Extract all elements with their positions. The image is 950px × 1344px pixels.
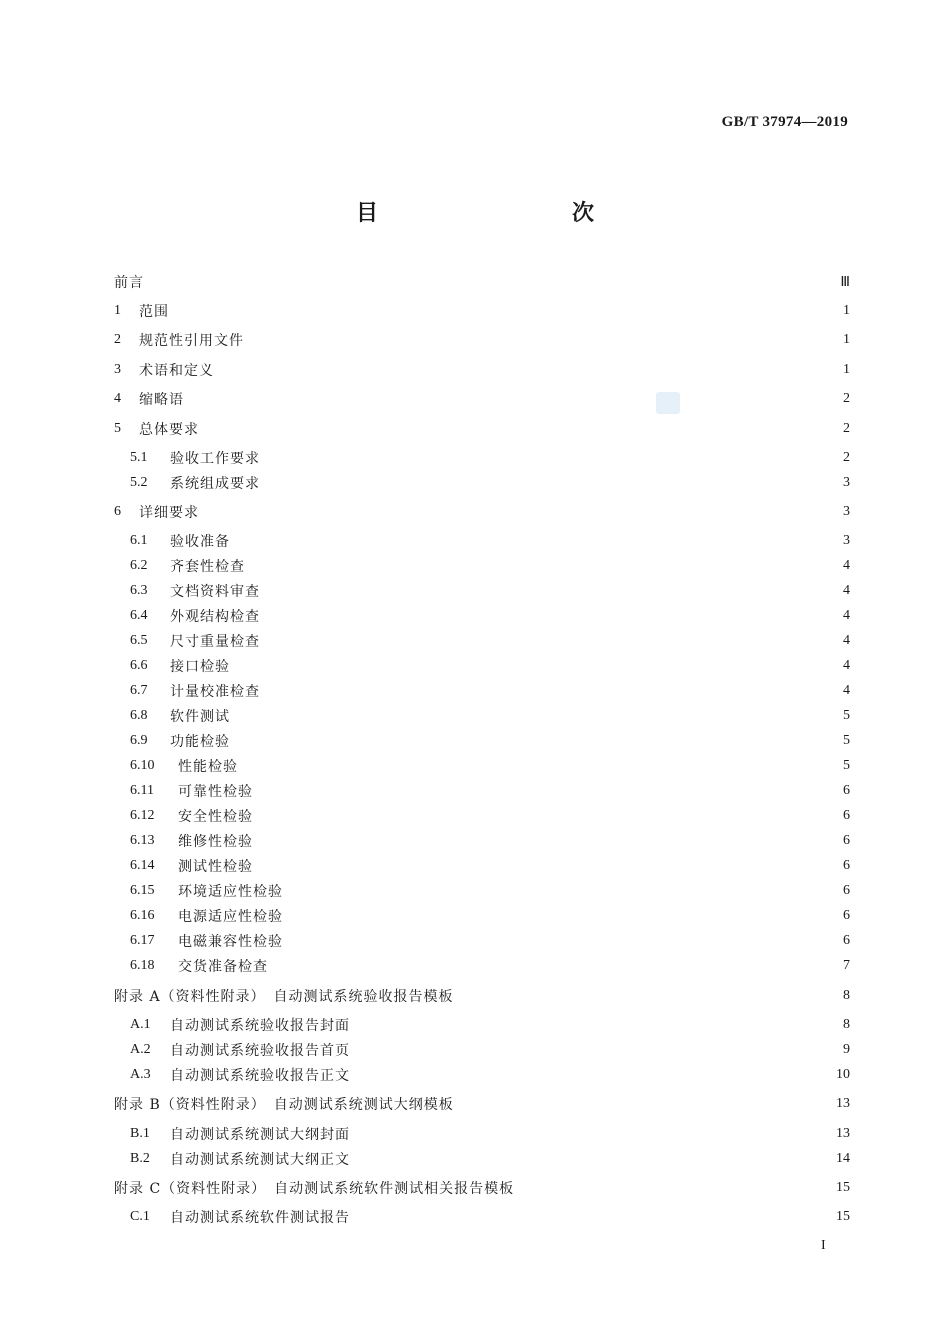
toc-entry-page: 9 (843, 1042, 850, 1057)
toc-entry-page: 4 (843, 658, 850, 673)
toc-entry[interactable] (130, 881, 850, 901)
toc-entry[interactable] (130, 731, 850, 751)
toc-entry[interactable] (130, 473, 850, 493)
toc-entry[interactable] (130, 556, 850, 576)
toc-entry-number: 3 (114, 362, 121, 377)
toc-entry-number: 6.10 (130, 758, 155, 773)
toc-entry[interactable] (130, 781, 850, 801)
toc-entry-page: 6 (843, 808, 850, 823)
dot-leader (222, 360, 830, 380)
toc-entry-page: 5 (843, 733, 850, 748)
dot-leader (192, 389, 830, 409)
dot-leader (358, 1040, 830, 1060)
toc-entry-label: 性能检验 (178, 759, 238, 775)
toc-entry[interactable] (130, 856, 850, 876)
dot-leader (276, 956, 830, 976)
toc-entry[interactable] (114, 502, 850, 522)
footer-page-number: I (821, 1238, 826, 1253)
toc-entry[interactable] (130, 1040, 850, 1060)
dot-leader (177, 301, 830, 321)
dot-leader (358, 1207, 830, 1227)
toc-entry-number: 6.16 (130, 908, 155, 923)
toc-entry-page: 3 (843, 504, 850, 519)
toc-entry[interactable] (130, 581, 850, 601)
toc-entry-label: 验收准备 (170, 534, 230, 550)
toc-entry-page: 2 (843, 450, 850, 465)
dot-leader (238, 731, 830, 751)
toc-entry[interactable] (130, 656, 850, 676)
toc-entry-label: 术语和定义 (139, 363, 214, 379)
toc-entry-label: 附录 C（资料性附录） 自动测试系统软件测试相关报告模板 (114, 1181, 515, 1197)
page-title: 目 次 (355, 201, 644, 226)
toc-entry-number: 6.18 (130, 958, 155, 973)
toc-entry-page: 3 (843, 475, 850, 490)
dot-leader (358, 1149, 830, 1169)
toc-entry-page: 3 (843, 533, 850, 548)
toc-entry-number: B.2 (130, 1151, 150, 1166)
toc-entry-page: 6 (843, 908, 850, 923)
toc-entry-label: 电磁兼容性检验 (178, 934, 283, 950)
toc-entry-label: 交货准备检查 (178, 959, 268, 975)
toc-entry-label: 电源适应性检验 (178, 909, 283, 925)
toc-entry[interactable] (130, 706, 850, 726)
toc-entry[interactable] (130, 1065, 850, 1085)
toc-entry-page: 8 (843, 988, 850, 1003)
toc-entry-page: 4 (843, 608, 850, 623)
dot-leader (268, 681, 830, 701)
toc-entry-label: 接口检验 (170, 659, 230, 675)
toc-entry-page: 1 (843, 303, 850, 318)
dot-leader (253, 556, 830, 576)
toc-entry-page: 6 (843, 883, 850, 898)
dot-leader (238, 656, 830, 676)
toc-entry-number: 6.4 (130, 608, 148, 623)
toc-entry[interactable] (130, 906, 850, 926)
toc-entry-number: B.1 (130, 1126, 150, 1141)
toc-entry-label: 总体要求 (139, 422, 199, 438)
toc-entry-label: 缩略语 (139, 392, 184, 408)
toc-entry-page: 2 (843, 421, 850, 436)
toc-entry[interactable] (130, 956, 850, 976)
toc-entry-number: 6.8 (130, 708, 148, 723)
dot-leader (207, 502, 830, 522)
dot-leader (358, 1124, 830, 1144)
toc-entry-page: 6 (843, 858, 850, 873)
toc-entry-number: 6.15 (130, 883, 155, 898)
toc-entry-label: 测试性检验 (178, 859, 253, 875)
toc-entry[interactable] (130, 831, 850, 851)
toc-entry-number: A.2 (130, 1042, 151, 1057)
dot-leader (268, 473, 830, 493)
toc-entry-page: 4 (843, 558, 850, 573)
toc-entry-label: 尺寸重量检查 (170, 634, 260, 650)
toc-entry-label: 详细要求 (139, 505, 199, 521)
dot-leader (291, 906, 830, 926)
toc-entry-page: 4 (843, 583, 850, 598)
toc-entry-label: 自动测试系统验收报告正文 (170, 1068, 350, 1084)
toc-entry-label: 环境适应性检验 (178, 884, 283, 900)
dot-leader (291, 931, 830, 951)
toc-entry-number: 6.11 (130, 783, 154, 798)
toc-entry[interactable] (130, 531, 850, 551)
toc-entry-label: 自动测试系统验收报告封面 (170, 1018, 350, 1034)
toc-entry-label: 可靠性检验 (178, 784, 253, 800)
dot-leader (261, 856, 830, 876)
toc-entry-number: 6.6 (130, 658, 148, 673)
toc-entry-page: 5 (843, 708, 850, 723)
dot-leader (261, 831, 830, 851)
toc-entry-page: 7 (843, 958, 850, 973)
toc-entry[interactable] (114, 360, 850, 380)
toc-entry-number: 5 (114, 421, 121, 436)
toc-entry-number: 6 (114, 504, 121, 519)
dot-leader (358, 1065, 830, 1085)
toc-entry-number: C.1 (130, 1209, 150, 1224)
dot-leader (291, 881, 830, 901)
toc-entry-label: 功能检验 (170, 734, 230, 750)
toc-entry[interactable] (114, 1178, 850, 1198)
toc-entry[interactable] (130, 448, 850, 468)
dot-leader (152, 272, 830, 292)
toc-entry-label: 前言 (114, 275, 144, 291)
toc-entry[interactable] (130, 606, 850, 626)
toc-entry[interactable] (130, 806, 850, 826)
toc-entry-label: 自动测试系统验收报告首页 (170, 1043, 350, 1059)
toc-entry-page: 14 (836, 1151, 850, 1166)
toc-entry-page: 13 (836, 1096, 850, 1111)
toc-entry[interactable] (130, 1015, 850, 1035)
toc-entry[interactable] (130, 1207, 850, 1227)
standard-code: GB/T 37974—2019 (721, 114, 848, 130)
toc-entry-number: A.3 (130, 1067, 151, 1082)
toc-entry-number: 6.5 (130, 633, 148, 648)
toc-entry-number: 6.17 (130, 933, 155, 948)
toc-entry-label: 安全性检验 (178, 809, 253, 825)
toc-entry-label: 规范性引用文件 (139, 333, 244, 349)
toc-entry-label: 外观结构检查 (170, 609, 260, 625)
toc-entry[interactable] (130, 756, 850, 776)
toc-entry-label: 验收工作要求 (170, 451, 260, 467)
dot-leader (261, 781, 830, 801)
toc-entry-label: 计量校准检查 (170, 684, 260, 700)
toc-entry-page: 4 (843, 633, 850, 648)
toc-entry[interactable] (114, 301, 850, 321)
toc-entry-label: 软件测试 (170, 709, 230, 725)
dot-leader (268, 448, 830, 468)
toc-entry-page: Ⅲ (840, 274, 850, 290)
toc-entry-page: 6 (843, 833, 850, 848)
toc-entry-page: 15 (836, 1209, 850, 1224)
toc-entry-page: 13 (836, 1126, 850, 1141)
toc-entry-page: 1 (843, 332, 850, 347)
dot-leader (268, 631, 830, 651)
toc-entry[interactable] (130, 1124, 850, 1144)
toc-entry-label: 附录 B（资料性附录） 自动测试系统测试大纲模板 (114, 1097, 454, 1113)
dot-leader (238, 531, 830, 551)
toc-entry[interactable] (114, 1094, 850, 1114)
dot-leader (358, 1015, 830, 1035)
toc-entry[interactable] (114, 986, 850, 1006)
toc-entry[interactable] (114, 330, 850, 350)
dot-leader (261, 806, 830, 826)
toc-entry-label: 系统组成要求 (170, 476, 260, 492)
dot-leader (268, 606, 830, 626)
toc-entry-number: 6.7 (130, 683, 148, 698)
toc-entry-page: 2 (843, 391, 850, 406)
toc-entry-number: 2 (114, 332, 121, 347)
dot-leader (268, 581, 830, 601)
toc-entry[interactable] (114, 272, 850, 292)
toc-entry-label: 自动测试系统软件测试报告 (170, 1210, 350, 1226)
toc-entry-page: 6 (843, 783, 850, 798)
toc-entry-label: 自动测试系统测试大纲正文 (170, 1152, 350, 1168)
toc-entry-page: 5 (843, 758, 850, 773)
dot-leader (522, 1178, 830, 1198)
toc-entry-page: 6 (843, 933, 850, 948)
dot-leader (238, 706, 830, 726)
toc-entry-page: 10 (836, 1067, 850, 1082)
toc-entry[interactable] (130, 631, 850, 651)
toc-entry-number: 6.14 (130, 858, 155, 873)
toc-entry-label: 维修性检验 (178, 834, 253, 850)
toc-entry[interactable] (130, 1149, 850, 1169)
toc-entry-label: 附录 A（资料性附录） 自动测试系统验收报告模板 (114, 989, 454, 1005)
toc-entry-label: 范围 (139, 304, 169, 320)
toc-entry-number: 5.1 (130, 450, 148, 465)
dot-leader (462, 986, 830, 1006)
dot-leader (246, 756, 830, 776)
dot-leader (252, 330, 830, 350)
toc-entry-number: 6.13 (130, 833, 155, 848)
toc-entry-number: 1 (114, 303, 121, 318)
dot-leader (207, 419, 830, 439)
toc-entry-page: 8 (843, 1017, 850, 1032)
toc-entry-page: 1 (843, 362, 850, 377)
toc-entry-number: 6.2 (130, 558, 148, 573)
toc-entry-number: 6.12 (130, 808, 155, 823)
toc-entry-number: 6.1 (130, 533, 148, 548)
toc-entry[interactable] (114, 389, 850, 409)
toc-entry[interactable] (130, 681, 850, 701)
toc-entry-number: 6.3 (130, 583, 148, 598)
toc-entry-number: 6.9 (130, 733, 148, 748)
toc-entry-label: 齐套性检查 (170, 559, 245, 575)
toc-entry[interactable] (130, 931, 850, 951)
toc-entry-label: 自动测试系统测试大纲封面 (170, 1127, 350, 1143)
toc-entry[interactable] (114, 419, 850, 439)
dot-leader (462, 1094, 830, 1114)
toc-entry-number: A.1 (130, 1017, 151, 1032)
toc-entry-page: 4 (843, 683, 850, 698)
toc-entry-page: 15 (836, 1180, 850, 1195)
toc-entry-label: 文档资料审查 (170, 584, 260, 600)
toc-entry-number: 5.2 (130, 475, 148, 490)
toc-entry-number: 4 (114, 391, 121, 406)
